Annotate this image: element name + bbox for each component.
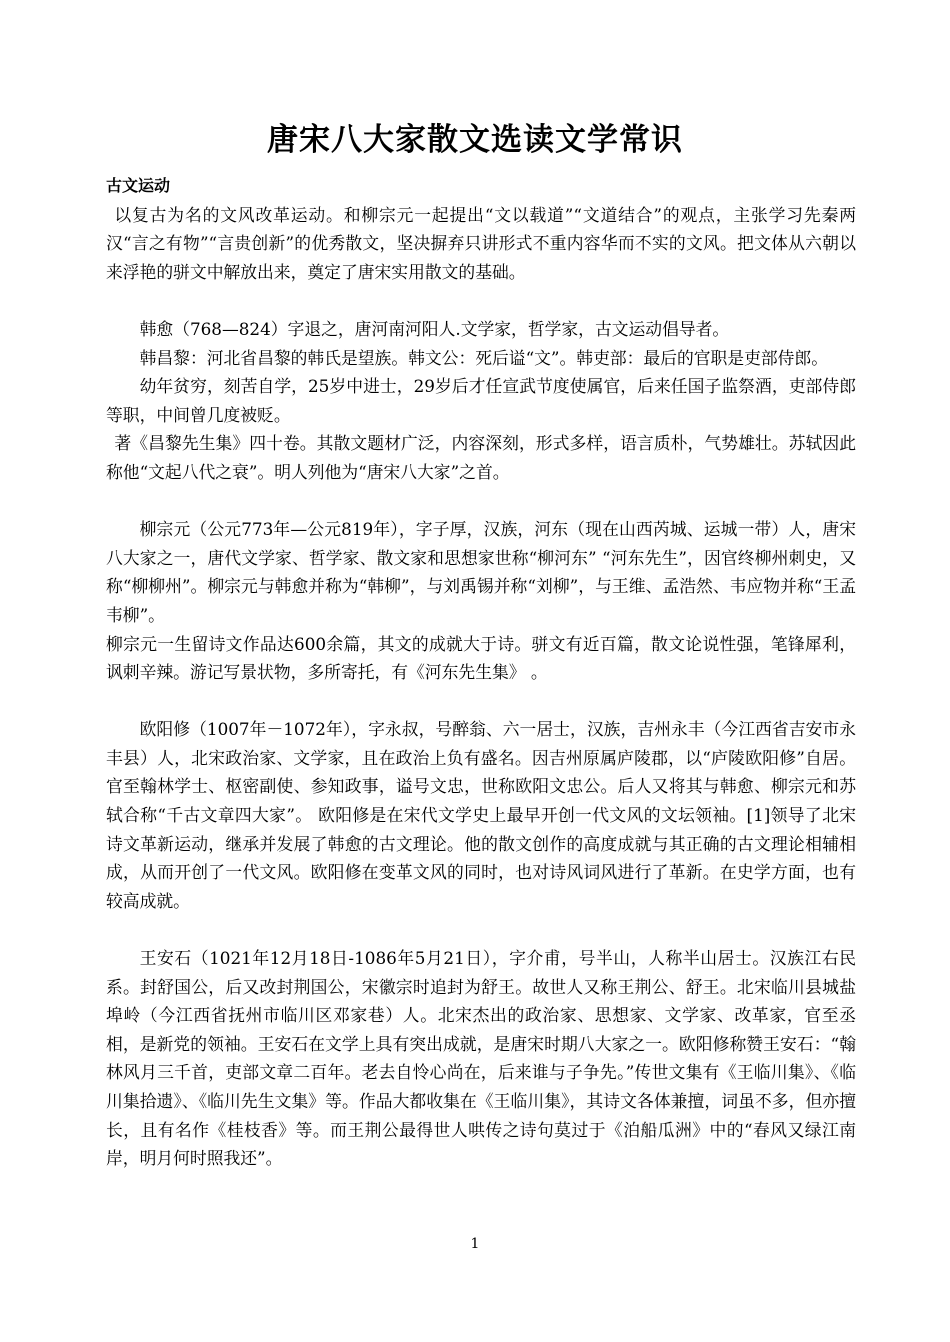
blank-line [106, 286, 856, 315]
liu-paragraph-2: 柳宗元一生留诗文作品达600余篇，其文的成就大于诗。骈文有近百篇，散文论说性强，笔锋犀利，讽刺辛辣。游记写景状物，多所寄托，有《河东先生集》 。 [106, 633, 856, 683]
guwen-intro-paragraph: 以复古为名的文风改革运动。和柳宗元一起提出“文以载道”“文道结合”的观点，主张学习先秦两汉“言之有物”“言贵创新”的优秀散文，坚决摒弃只讲形式不重内容华而不实的文风。把文体从六朝以来浮艳的骈文中解放出来，奠定了唐宋实用散文的基础。 [106, 204, 856, 282]
hanyu-paragraph-2: 韩昌黎：河北省昌黎的韩氏是望族。韩文公：死后谥“文”。韩吏部：最后的官职是吏部侍郎。 [139, 347, 829, 368]
wang-paragraph: 王安石（1021年12月18日-1086年5月21日），字介甫，号半山，人称半山居士。汉族江右民系。封舒国公，后又改封荆国公，宋徽宗时追封为舒王。故世人又称王荆公、舒王。北宋临川县城盐埠岭（今江西省抚州市临川区邓家巷）人。北宋杰出的政治家、思想家、文学家、改革家，官至丞相，是新党的领袖。王安石在文学上具有突出成就，是唐宋时期八大家之一。欧阳修称赞王安石：“翰林风月三千首，吏部文章二百年。老去自怜心尚在，后来谁与子争先。”传世文集有《王临川集》、《临川集拾遗》、《临川先生文集》等。作品大都收集在《王临川集》，其诗文各体兼擅，词虽不多，但亦擅长，且有名作《桂枝香》等。而王荆公最得世人哄传之诗句莫过于《泊船瓜洲》中的“春风又绿江南岸，明月何时照我还”。 [106, 948, 856, 1169]
blank-line [106, 687, 856, 716]
blank-line [106, 915, 856, 944]
liu-paragraph-1: 柳宗元（公元773年—公元819年），字子厚，汉族，河东（现在山西芮城、运城一带）人，唐宋八大家之一，唐代文学家、哲学家、散文家和思想家世称“柳河东” “河东先生”，因官终柳州刺史，又称“柳柳州”。柳宗元与韩愈并称为“韩柳”，与刘禹锡并称“刘柳”，与王维、孟浩然、韦应物并称“王孟韦柳”。 [106, 519, 856, 625]
ouyang-paragraph: 欧阳修（1007年－1072年），字永叔，号醉翁、六一居士，汉族，吉州永丰（今江西省吉安市永丰县）人，北宋政治家、文学家，且在政治上负有盛名。因吉州原属庐陵郡，以“庐陵欧阳修”自居。官至翰林学士、枢密副使、参知政事，谥号文忠，世称欧阳文忠公。后人又将其与韩愈、柳宗元和苏轼合称“千古文章四大家”。 欧阳修是在宋代文学史上最早开创一代文风的文坛领袖。[1]领导了北宋诗文革新运动，继承并发展了韩愈的古文理论。他的散文创作的高度成就与其正确的古文理论相辅相成，从而开创了一代文风。欧阳修在变革文风的同时，也对诗风词风进行了革新。在史学方面，也有较高成就。 [106, 719, 856, 911]
document-title: 唐宋八大家散文选读文学常识 [267, 122, 683, 158]
hanyu-paragraph-3: 幼年贫穷，刻苦自学，25岁中进士，29岁后才任宣武节度使属官，后来任国子监祭酒，吏部侍郎等职，中间曾几度被贬。 [106, 376, 856, 425]
hanyu-paragraph-4: 著《昌黎先生集》四十卷。其散文题材广泛，内容深刻，形式多样，语言质朴，气势雄壮。苏轼因此称他“文起八代之衰”。明人列他为“唐宋八大家”之首。 [106, 433, 856, 482]
page-number: 1 [470, 1236, 480, 1252]
document-body [106, 172, 856, 1173]
blank-line [106, 487, 856, 516]
hanyu-paragraph-1: 韩愈（768—824）字退之，唐河南河阳人.文学家，哲学家，古文运动倡导者。 [139, 318, 730, 339]
section-heading: 古文运动 [106, 176, 171, 195]
